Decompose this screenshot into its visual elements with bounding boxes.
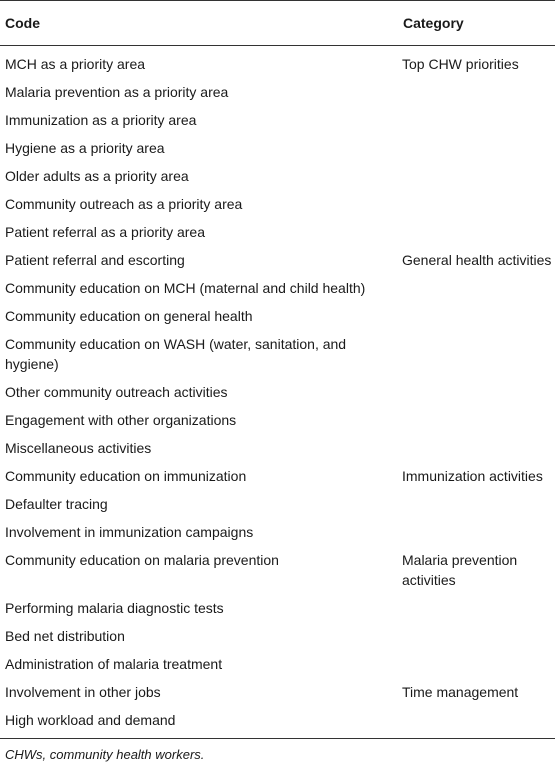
- code-cell: Involvement in immunization campaigns: [5, 524, 254, 540]
- category-cell: Malaria prevention activities: [402, 552, 518, 588]
- table-row: [0, 246, 555, 274]
- code-cell: Immunization as a priority area: [5, 112, 197, 128]
- table-row: [0, 134, 555, 162]
- code-cell: Community education on MCH (maternal and child health): [5, 280, 366, 296]
- table-row: [0, 706, 555, 739]
- table-row: [0, 302, 555, 330]
- table-row: [0, 678, 555, 706]
- code-cell: Other community outreach activities: [5, 384, 228, 400]
- code-cell: Community education on malaria prevention: [5, 552, 279, 568]
- category-cell: [398, 106, 555, 134]
- table-row: [0, 162, 555, 190]
- header-code: Code: [0, 1, 398, 46]
- code-cell: Patient referral as a priority area: [5, 224, 205, 240]
- table-row: [0, 274, 555, 302]
- code-cell: Community outreach as a priority area: [5, 196, 243, 212]
- table-row: [0, 330, 555, 378]
- code-cell: Performing malaria diagnostic tests: [5, 600, 224, 616]
- header-row: [0, 1, 555, 46]
- code-cell: Community education on general health: [5, 308, 253, 324]
- code-cell: Community education on immunization: [5, 468, 247, 484]
- category-cell: [398, 406, 555, 434]
- code-cell: Bed net distribution: [5, 628, 125, 644]
- code-cell: Community education on WASH (water, sanitation, and hygiene): [5, 336, 347, 372]
- category-cell: [398, 134, 555, 162]
- table-row: [0, 46, 555, 79]
- table-body: [0, 46, 555, 739]
- table-row: [0, 378, 555, 406]
- table-row: [0, 650, 555, 678]
- category-cell: [398, 622, 555, 650]
- category-cell: [398, 594, 555, 622]
- category-cell: Immunization activities: [402, 468, 543, 484]
- category-cell: [398, 218, 555, 246]
- header-category: Category: [398, 1, 555, 46]
- code-cell: Engagement with other organizations: [5, 412, 237, 428]
- category-cell: Top CHW priorities: [402, 56, 519, 72]
- code-cell: Administration of malaria treatment: [5, 656, 223, 672]
- table-row: [0, 518, 555, 546]
- category-cell: [398, 706, 555, 739]
- code-cell: Involvement in other jobs: [5, 684, 161, 700]
- category-cell: [398, 302, 555, 330]
- code-cell: Defaulter tracing: [5, 496, 108, 512]
- code-cell: High workload and demand: [0, 706, 398, 739]
- category-cell: [398, 650, 555, 678]
- table-row: [0, 462, 555, 490]
- category-cell: [398, 518, 555, 546]
- category-cell: [398, 378, 555, 406]
- category-cell: General health activities: [402, 252, 552, 268]
- table-row: [0, 78, 555, 106]
- table-footnote: CHWs, community health workers.: [5, 747, 205, 762]
- table-row: [0, 490, 555, 518]
- table-row: [0, 218, 555, 246]
- category-cell: [398, 434, 555, 462]
- category-cell: [398, 330, 555, 378]
- code-cell: Older adults as a priority area: [5, 168, 189, 184]
- table-row: [0, 434, 555, 462]
- table-row: [0, 406, 555, 434]
- table-row: [0, 190, 555, 218]
- table-row: [0, 622, 555, 650]
- category-cell: [398, 190, 555, 218]
- code-cell: MCH as a priority area: [5, 56, 146, 72]
- code-cell: Malaria prevention as a priority area: [5, 84, 229, 100]
- category-cell: [398, 78, 555, 106]
- table-header: [0, 1, 555, 46]
- category-cell: [398, 162, 555, 190]
- table-row: [0, 594, 555, 622]
- code-cell: Hygiene as a priority area: [5, 140, 165, 156]
- category-cell: Time management: [402, 684, 519, 700]
- code-cell: Patient referral and escorting: [5, 252, 185, 268]
- code-cell: Miscellaneous activities: [5, 440, 152, 456]
- category-cell: [398, 274, 555, 302]
- table-row: [0, 106, 555, 134]
- table-row: [0, 546, 555, 594]
- category-cell: [398, 490, 555, 518]
